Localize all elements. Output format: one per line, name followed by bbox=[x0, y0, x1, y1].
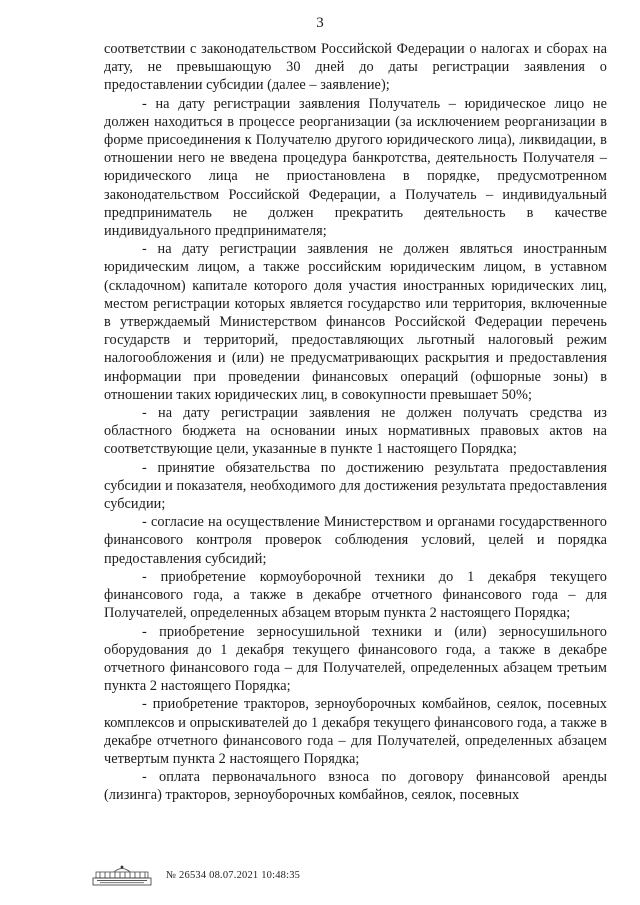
paragraph: - на дату регистрации заявления не должен являться иностранным юридическим лицом, а также российским юридическим лицом, в уставном (складочном) капитале которого доля участия иностранных юридических лиц, местом регистрации которых является государство или территория, включенные в утверждаемый Министерством финансов Российской Федерации перечень государств и территорий, предоставляющих льготный налоговый режим налогообложения и (или) не предусматривающих раскрытия и предоставления информации при проведении финансовых операций (офшорные зоны) в отношении таких юридических лиц, в совокупности превышает 50%; bbox=[104, 241, 607, 403]
paragraph: - приобретение тракторов, зерноуборочных комбайнов, сеялок, посевных комплексов и опрыскивателей до 1 декабря текущего финансового года, а также в декабре отчетного финансового года – для Получателей, определенных абзацем четвертым пункта 2 настоящего Порядка; bbox=[104, 696, 607, 767]
footer bbox=[92, 862, 300, 888]
document-registration-stamp: № 26534 08.07.2021 10:48:35 bbox=[166, 869, 301, 881]
paragraph: - приобретение кормоуборочной техники до 1 декабря текущего финансового года, а также в декабре отчетного финансового года – для Получателей, определенных абзацем вторым пункта 2 настоящего Порядка; bbox=[104, 568, 607, 622]
paragraph: - принятие обязательства по достижению результата предоставления субсидии и показателя, необходимого для достижения результата предоставления субсидии; bbox=[104, 459, 607, 513]
paragraph: - на дату регистрации заявления Получатель – юридическое лицо не должен находиться в процессе реорганизации (за исключением реорганизации в форме присоединения к Получателю другого юридического лица), ликвидации, в отношении него не введена процедура банкротства, деятельность Получателя – юридического лица не приостановлена в порядке, предусмотренном законодательством Российской Федерации, а Получатель – индивидуальный предприниматель не должен прекратить деятельность в качестве индивидуального предпринимателя; bbox=[104, 95, 607, 240]
paragraph: - оплата первоначального взноса по договору финансовой аренды (лизинга) тракторов, зерноуборочных комбайнов, сеялок, посевных bbox=[104, 769, 607, 804]
paragraph: соответствии с законодательством Российской Федерации о налогах и сборах на дату, не превышающую 30 дней до даты регистрации заявления о предоставлении субсидии (далее – заявление); bbox=[104, 41, 607, 94]
paragraph: - на дату регистрации заявления не должен получать средства из областного бюджета на основании иных нормативных правовых актов на соответствующие цели, указанные в пункте 1 настоящего Порядка; bbox=[104, 405, 607, 458]
government-emblem-icon bbox=[92, 864, 152, 886]
document-body bbox=[104, 40, 607, 805]
page-number: 3 bbox=[316, 15, 324, 31]
paragraph: - приобретение зерносушильной техники и (или) зерносушильного оборудования до 1 декабря текущего финансового года, а также в декабре отчетного финансового года – для Получателей, определенных абзацем третьим пункта 2 настоящего Порядка; bbox=[104, 623, 607, 695]
paragraph: - согласие на осуществление Министерством и органами государственного финансового контроля проверок соблюдения условий, целей и порядка предоставления субсидий; bbox=[104, 514, 607, 567]
